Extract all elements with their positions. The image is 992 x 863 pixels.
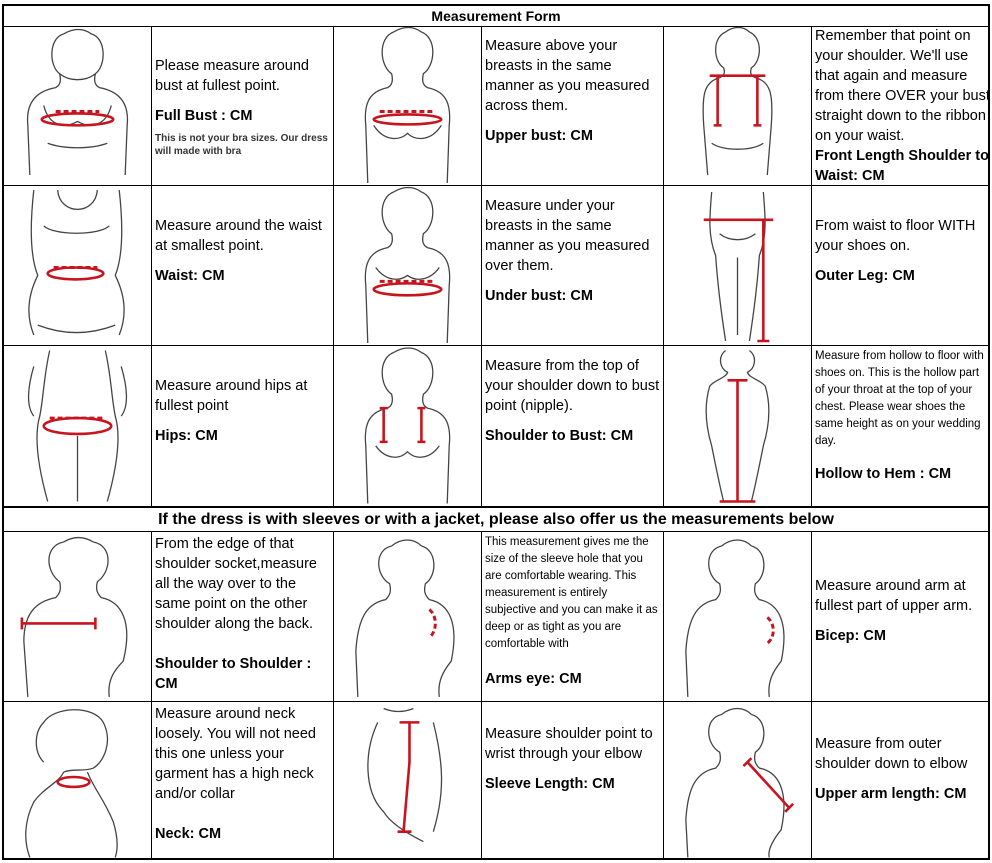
sleeves-section-title: If the dress is with sleeves or with a jacket, please also offer us the measurements below — [4, 507, 988, 532]
description: Remember that point on your shoulder. We'll use that again and measure from there OVER your bust straight down to the ribbon on your waist. — [815, 28, 990, 144]
description: From the edge of that shoulder socket,measure all the way over to the same point on the other shoulder along the back. — [155, 536, 317, 632]
form-title: Measurement Form — [4, 6, 988, 27]
description: Measure under your breasts in the same manner as you measured over them. — [485, 198, 650, 274]
bust-figure-icon — [4, 26, 152, 185]
measurement-label: Under bust: CM — [485, 288, 593, 304]
measurement-label: Full Bust : CM — [155, 108, 253, 124]
bicep-figure-icon — [664, 532, 812, 701]
arms-eye-figure-icon — [334, 532, 482, 701]
description: Measure shoulder point to wrist through your elbow — [485, 726, 653, 762]
under-bust-figure-icon — [334, 186, 482, 345]
bra-size-note: This is not your bra sizes. Our dress will made with bra — [155, 133, 328, 157]
measurement-row — [4, 346, 988, 507]
description: Measure from outer shoulder down to elbow — [815, 736, 968, 772]
outer-leg-figure-icon — [664, 186, 812, 345]
measurement-row — [4, 702, 988, 858]
description: This measurement gives me the size of the sleeve hole that you are comfortable wearing. This measurement is entirely subjective and you can make it as deep or as tight as you are comfortable with — [485, 536, 658, 650]
upper-arm-length-figure-icon — [664, 702, 812, 858]
measurement-label: Arms eye: CM — [485, 671, 582, 687]
measurement-label: Bicep: CM — [815, 628, 886, 644]
description: Measure around arm at fullest part of upper arm. — [815, 578, 973, 614]
measurement-label: Front Length Shoulder to Waist: CM — [815, 148, 989, 184]
front-length-figure-icon — [664, 26, 812, 185]
sleeve-length-figure-icon — [334, 702, 482, 858]
measurement-label: Shoulder to Shoulder : CM — [155, 656, 312, 692]
hollow-to-hem-figure-icon — [664, 346, 812, 506]
hips-figure-icon — [4, 346, 152, 506]
description: Measure above your breasts in the same manner as you measured across them. — [485, 38, 650, 114]
measurement-form — [2, 4, 990, 860]
description: From waist to floor WITH your shoes on. — [815, 218, 976, 254]
measurement-label: Shoulder to Bust: CM — [485, 428, 634, 444]
measurement-label: Waist: CM — [155, 268, 225, 284]
shoulder-to-shoulder-figure-icon — [4, 532, 152, 701]
measurement-label: Upper arm length: CM — [815, 786, 967, 802]
shoulder-to-bust-figure-icon — [334, 346, 482, 506]
measurement-row — [4, 26, 988, 186]
description: Measure around the waist at smallest point. — [155, 218, 322, 254]
measurement-label: Outer Leg: CM — [815, 268, 915, 284]
description: Measure from hollow to floor with shoes on. This is the hollow part of your throat at the top of your chest. Please wear shoes the same height as on your wedding day. — [815, 350, 984, 447]
neck-figure-icon — [4, 702, 152, 858]
measurement-label: Sleeve Length: CM — [485, 776, 615, 792]
measurement-label: Neck: CM — [155, 826, 222, 842]
description: Measure from the top of your shoulder down to bust point (nipple). — [485, 358, 660, 414]
measurement-label: Upper bust: CM — [485, 128, 593, 144]
description: Measure around hips at fullest point — [155, 378, 308, 414]
description: Please measure around bust at fullest point. — [155, 58, 309, 94]
measurement-row — [4, 186, 988, 346]
upper-bust-figure-icon — [334, 26, 482, 185]
description: Measure around neck loosely. You will not need this one unless your garment has a high neck and/or collar — [155, 706, 316, 802]
waist-figure-icon — [4, 186, 152, 345]
measurement-row — [4, 532, 988, 702]
measurement-label: Hips: CM — [155, 428, 218, 444]
measurement-label: Hollow to Hem : CM — [815, 466, 952, 482]
